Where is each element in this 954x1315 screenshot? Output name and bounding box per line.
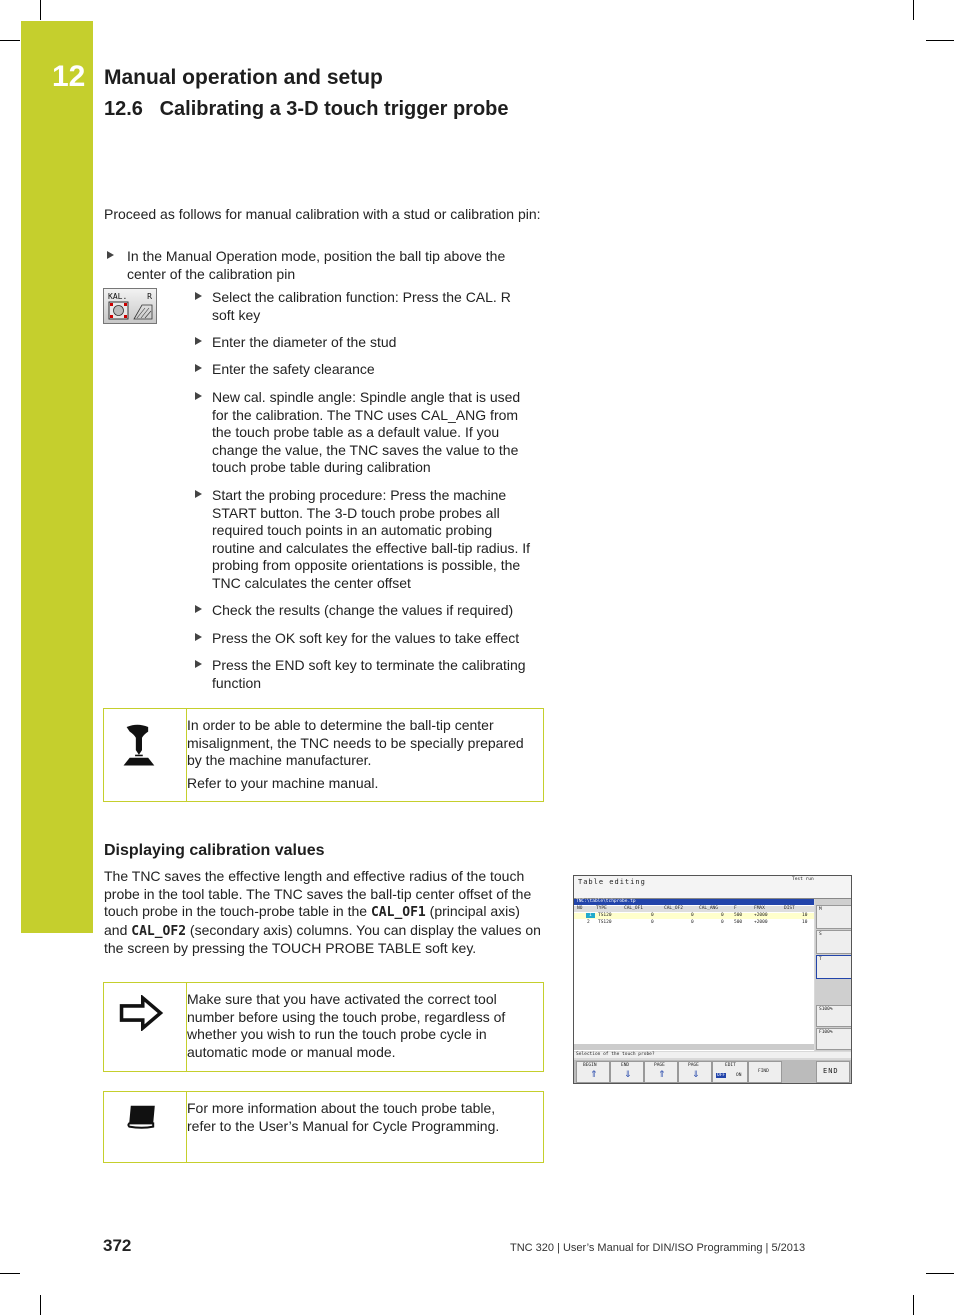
subheading: Displaying calibration values [104,842,325,859]
table-path: TNC:\table\tchprobe.tp [576,899,636,904]
footer-text: TNC 320 | User’s Manual for DIN/ISO Programming | 5/2013 [510,1242,806,1254]
softkey-page-down[interactable]: PAGE ⇓ [678,1061,712,1083]
softkey-end[interactable]: END ⇓ [610,1061,644,1083]
machine-tool-icon [122,719,162,775]
crop-mark [926,40,954,41]
crop-mark [40,1295,41,1315]
screen-mode-box [790,876,851,899]
bullet-arrow-icon [195,605,202,613]
column-header: DIST [784,906,795,911]
softkey-page-up[interactable]: PAGE ⇑ [644,1061,678,1083]
column-header: CAL_OF2 [664,906,683,911]
note-tip [103,982,544,1072]
softkey-find[interactable]: FIND [748,1061,782,1083]
bullet-arrow-icon [195,660,202,668]
softkey-end-main[interactable]: END [816,1061,850,1083]
code-cal-of1: CAL_OF1 [370,905,426,920]
screen-prompt: Selection of the touch probe? [576,1052,655,1057]
bullet-arrow-icon [195,633,202,641]
crop-mark [40,0,41,20]
note-text: For more information about the touch probe table, refer to the User’s Manual for Cycle Programming. [187,1100,500,1134]
side-softkey[interactable]: T [816,955,852,979]
arrow-down-icon: ⇓ [692,1069,700,1079]
note-text: Refer to your machine manual. [187,774,379,791]
table-area [574,899,814,1051]
page-number: 372 [103,1236,132,1255]
column-header: NO [577,906,583,911]
chapter-number: 12 [52,60,86,93]
book-icon [126,1104,158,1130]
table-row: 2 TS120 0 0 0 500 +2000 10 [587,920,808,925]
bullet-arrow-icon [195,364,202,372]
crop-mark [913,0,914,20]
section-title: 12.6 Calibrating a 3-D touch trigger probe [104,98,509,120]
edit-on-state: ON [736,1073,742,1078]
bullet-arrow-icon [195,292,202,300]
note-info [103,1091,544,1163]
table-path-bar [574,899,814,905]
chapter-sidebar [21,21,93,933]
cal-r-softkey-icon [104,289,156,323]
bullet-arrow-icon [107,251,114,259]
column-header: TYPE [596,906,607,911]
bullet-arrow-icon [195,337,202,345]
column-header: CAL_ANG [699,906,718,911]
arrow-up-icon: ⇑ [658,1069,666,1079]
column-header: CAL_OF1 [624,906,643,911]
crop-mark [926,1273,954,1274]
screen-prompt-bar [574,1052,851,1058]
table-scrollbar[interactable] [574,1044,814,1050]
side-softkey[interactable]: F100% [816,1028,852,1050]
note-text: In order to be able to determine the ball-tip center misalignment, the TNC needs to be specially prepared by the machine manufacturer. [187,717,524,768]
side-softkey[interactable]: S100% [816,1005,852,1027]
screen-title: Table editing [578,878,646,886]
table-row: 1 TS120 0 0 0 500 +2000 10 [574,913,814,919]
column-header: FMAX [754,906,765,911]
tnc-screenshot [573,875,852,1084]
screen-title-bar [574,876,791,899]
side-softkey[interactable]: S [816,930,852,954]
screen-softkey-row [574,1060,851,1083]
edit-off-state: OFF [717,1073,726,1078]
side-softkey[interactable]: M [816,905,852,929]
cal-r-softkey: KAL. R [103,288,157,324]
crop-mark [913,1295,914,1315]
code-cal-of2: CAL_OF2 [131,923,187,939]
screen-mode: Test run [792,877,814,882]
arrow-down-icon: ⇓ [624,1069,632,1079]
softkey-begin[interactable]: BEGIN ⇑ [576,1061,610,1083]
column-header: F [734,906,737,911]
chapter-title: Manual operation and setup [104,66,383,89]
note-machine-manufacturer [103,708,544,802]
bullet-arrow-icon [195,490,202,498]
note-text: Make sure that you have activated the correct tool number before using the touch probe, regardless of whether you wish to run the touch probe cycle in automatic mode or manual mode. [187,991,506,1060]
crop-mark [0,1273,20,1274]
bullet-arrow-icon [195,392,202,400]
arrow-right-icon [118,995,164,1031]
table-header-row [574,906,814,912]
arrow-up-icon: ⇑ [590,1069,598,1079]
intro-paragraph: Proceed as follows for manual calibration with a stud or calibration pin: [104,206,541,222]
screen-side-panel [815,899,851,1051]
softkey-edit[interactable]: EDIT OFF ON [712,1061,748,1083]
crop-mark [0,40,20,41]
calibration-values-paragraph: The TNC saves the effective length and effective radius of the touch probe in the tool table. The TNC saves the ball-tip center offset of the touch probe in the touch-probe table in the CAL_OF1 (principal axis) and CAL_OF2 (secondary axis) columns. You can display the values on the screen by pressing the TOUCH PROBE TABLE soft key. [104,868,541,956]
